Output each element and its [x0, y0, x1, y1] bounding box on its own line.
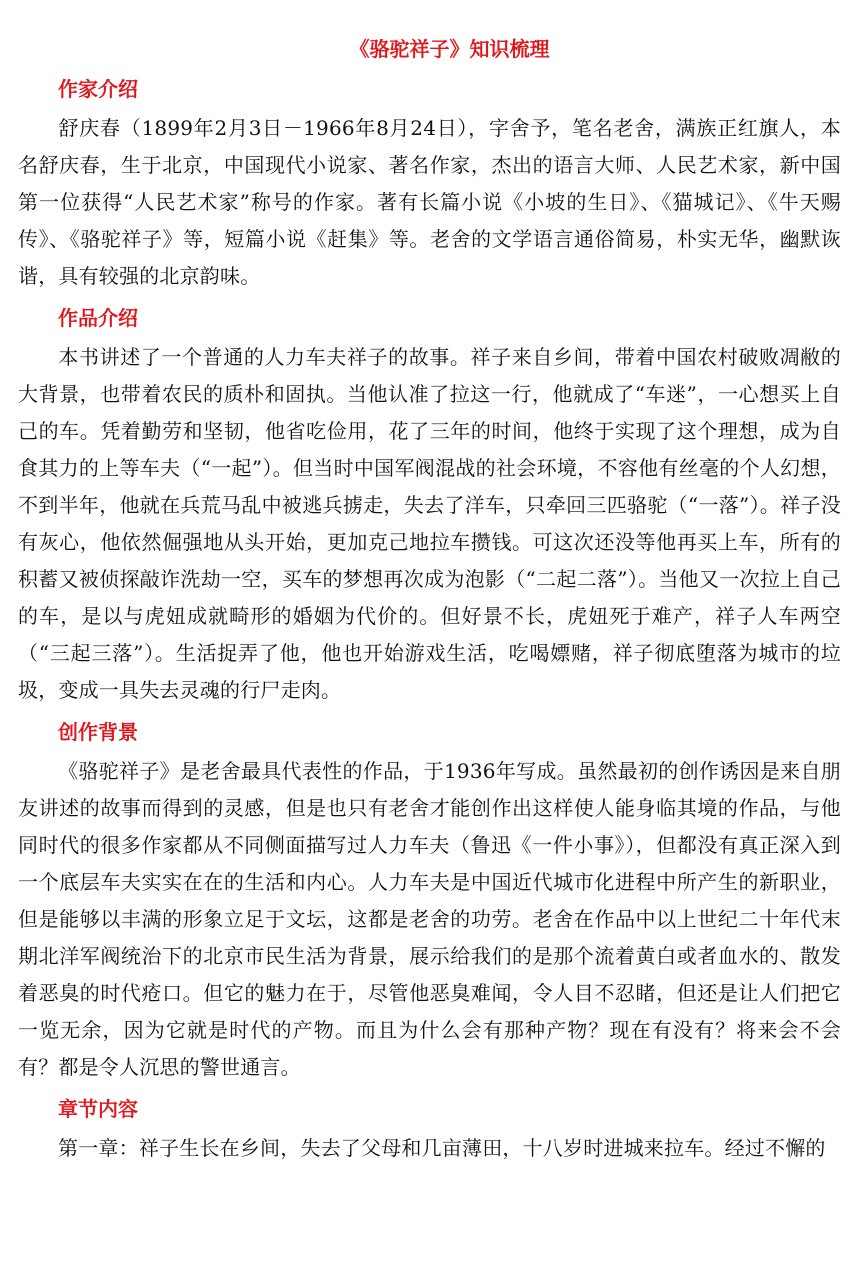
section-work	[18, 301, 841, 709]
section-paragraph-author: 舒庆春（1899年2月3日－1966年8月24日），字舍予，笔名老舍，满族正红旗人，本名舒庆春，生于北京，中国现代小说家、著名作家，杰出的语言大师、人民艺术家，新中国第一位获得“人民艺术家”称号的作家。著有长篇小说《小坡的生日》、《猫城记》、《牛天赐传》、《骆驼祥子》等，短篇小说《赶集》等。老舍的文学语言通俗简易，朴实无华，幽默诙谐，具有较强的北京韵味。	[18, 116, 841, 288]
section-background	[18, 715, 841, 1086]
section-author	[18, 72, 841, 295]
section-chapters	[58, 1092, 841, 1167]
section-paragraph-background: 《骆驼祥子》是老舍最具代表性的作品，于1936年写成。虽然最初的创作诱因是来自朋友讲述的故事而得到的灵感，但是也只有老舍才能创作出这样使人能身临其境的作品，与他同时代的很多作家都从不同侧面描写过人力车夫（鲁迅《一件小事》），但都没有真正深入到一个底层车夫实实在在的生活和内心。人力车夫是中国近代城市化进程中所产生的新职业，但是能够以丰满的形象立足于文坛，这都是老舍的功劳。老舍在作品中以上世纪二十年代末期北洋军阀统治下的北京市民生活为背景，展示给我们的是那个流着黄白或者血水的、散发着恶臭的时代疮口。但它的魅力在于，尽管他恶臭难闻，令人目不忍睹，但还是让人们把它一览无余，因为它就是时代的产物。而且为什么会有那种产物？现在有没有？将来会不会有？都是令人沉思的警世通言。	[18, 759, 841, 1079]
document-title: 《骆驼祥子》知识梳理	[349, 37, 550, 61]
section-heading-background: 创作背景	[58, 720, 138, 744]
section-heading-work: 作品介绍	[58, 306, 138, 330]
section-heading-chapters: 章节内容	[58, 1097, 138, 1121]
section-heading-author: 作家介绍	[58, 77, 138, 101]
section-paragraph-work: 本书讲述了一个普通的人力车夫祥子的故事。祥子来自乡间，带着中国农村破败凋敝的大背景，也带着农民的质朴和固执。当他认准了拉这一行，他就成了“车迷”，一心想买上自己的车。凭着勤劳和坚韧，他省吃俭用，花了三年的时间，他终于实现了这个理想，成为自食其力的上等车夫（“一起”）。但当时中国军阀混战的社会环境，不容他有丝毫的个人幻想，不到半年，他就在兵荒马乱中被逃兵掳走，失去了洋车，只牵回三匹骆驼（“一落”）。祥子没有灰心，他依然倔强地从头开始，更加克己地拉车攒钱。可这次还没等他再买上车，所有的积蓄又被侦探敲诈洗劫一空，买车的梦想再次成为泡影（“二起二落”）。当他又一次拉上自己的车，是以与虎妞成就畸形的婚姻为代价的。但好景不长，虎妞死于难产，祥子人车两空（“三起三落”）。生活捉弄了他，他也开始游戏生活，吃喝嫖赌，祥子彻底堕落为城市的垃圾，变成一具失去灵魂的行尸走肉。	[18, 345, 841, 702]
section-paragraph-chapters: 第一章：祥子生长在乡间，失去了父母和几亩薄田，十八岁时进城来拉车。经过不懈的	[58, 1136, 826, 1160]
